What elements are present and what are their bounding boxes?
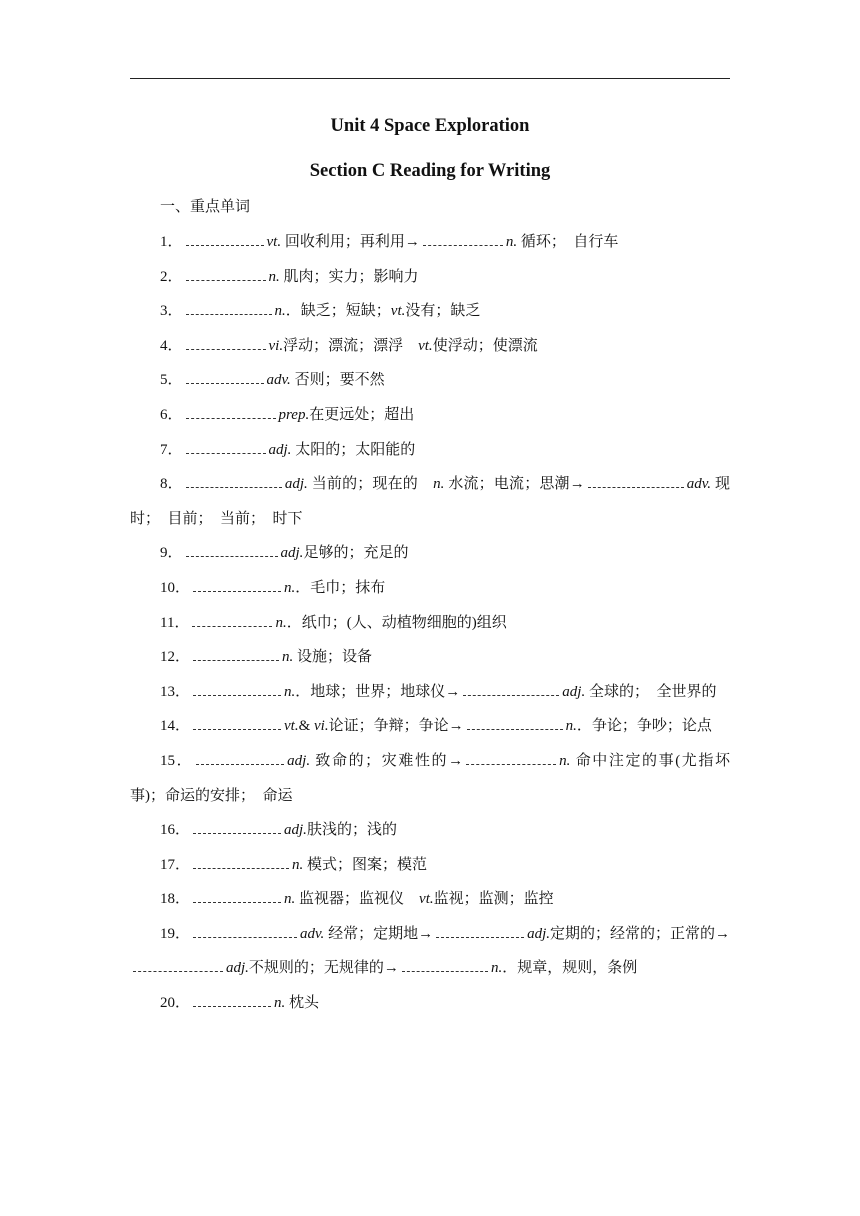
vocab-item	[130, 467, 730, 536]
answer-blank[interactable]	[186, 337, 266, 350]
answer-blank[interactable]	[193, 648, 279, 661]
definition-text: 全球的； 全世界的	[585, 683, 717, 700]
item-number: 17．	[160, 856, 191, 873]
vocab-item	[130, 363, 730, 398]
part-of-speech: adj.	[284, 476, 308, 493]
part-of-speech: vt.	[390, 303, 406, 320]
definition-text: 模式；图案；模范	[303, 856, 428, 873]
part-of-speech: adj.	[287, 752, 311, 769]
part-of-speech: n.	[565, 718, 577, 735]
part-of-speech: n.	[284, 579, 296, 596]
part-of-speech: vt.	[418, 337, 433, 354]
answer-blank[interactable]	[186, 441, 266, 454]
item-number: 20．	[160, 995, 191, 1012]
definition-text: 循环； 自行车	[517, 234, 619, 250]
part-of-speech: n.	[274, 995, 286, 1012]
vocab-item	[130, 882, 730, 917]
vocab-item	[130, 294, 730, 329]
vocab-item	[130, 848, 730, 883]
vocab-item	[130, 640, 730, 675]
answer-blank[interactable]	[193, 717, 281, 730]
answer-blank[interactable]	[186, 268, 266, 281]
item-number: 2．	[160, 268, 183, 285]
definition-text: 命中注定的事(尤指坏事)；命运的安排； 命运	[130, 752, 730, 804]
answer-blank[interactable]	[193, 925, 297, 938]
part-of-speech: adj.	[284, 822, 307, 839]
item-number: 14．	[160, 718, 191, 735]
item-number: 13．	[160, 683, 191, 700]
part-of-speech: adv.	[300, 925, 325, 942]
item-number: 15．	[160, 752, 194, 769]
item-number: 10．	[160, 579, 191, 596]
answer-blank[interactable]	[186, 406, 276, 419]
header-rule	[130, 78, 730, 79]
answer-blank[interactable]	[186, 371, 264, 384]
part-of-speech: adj.	[562, 683, 586, 700]
item-number: 6．	[160, 406, 183, 423]
vocab-item	[130, 571, 730, 606]
vocab-item	[130, 813, 730, 848]
part-of-speech: adj.	[527, 925, 550, 942]
answer-blank[interactable]	[467, 717, 563, 730]
part-of-speech: n.	[284, 683, 296, 700]
definition-text: 监视器；监视仪	[295, 891, 420, 908]
answer-blank[interactable]	[193, 821, 281, 834]
answer-blank[interactable]	[466, 752, 556, 765]
definition-text: 现时； 目前； 当前； 时下	[130, 476, 730, 527]
vocab-item	[130, 744, 730, 813]
definition-text: ．毛巾；抹布	[295, 579, 386, 596]
item-number: 3．	[160, 303, 183, 320]
vocab-item	[130, 433, 730, 468]
vocab-item	[130, 225, 730, 260]
answer-blank[interactable]	[193, 683, 281, 696]
item-number: 5．	[160, 372, 183, 389]
vocab-item	[130, 536, 730, 571]
part-of-speech: adv.	[266, 372, 291, 389]
definition-text: 否则；要不然	[290, 372, 385, 389]
definition-text: 太阳的；太阳能的	[291, 441, 416, 458]
part-of-speech: adj.	[226, 960, 249, 977]
item-number: 7．	[160, 441, 183, 458]
item-number: 12．	[160, 649, 191, 666]
part-of-speech: vt.	[266, 234, 282, 250]
vocab-item	[130, 675, 730, 710]
section-title: Section C Reading for Writing	[309, 161, 551, 181]
part-of-speech: n.	[274, 303, 286, 320]
part-of-speech: vt.	[419, 891, 434, 908]
definition-text: 使浮动；使漂流	[432, 337, 538, 354]
part-of-speech: n.	[433, 476, 445, 493]
answer-blank[interactable]	[196, 752, 284, 765]
definition-text: ．纸巾；(人、动植物细胞的)组织	[286, 614, 507, 631]
answer-blank[interactable]	[133, 959, 223, 972]
part-of-speech: n.	[490, 960, 503, 977]
answer-blank[interactable]	[193, 890, 281, 903]
part-of-speech: adv.	[686, 476, 712, 493]
definition-text: ．缺乏；短缺；	[285, 303, 391, 320]
vocab-item	[130, 917, 730, 986]
item-number: 19．	[160, 925, 191, 942]
answer-blank[interactable]	[402, 959, 488, 972]
answer-blank[interactable]	[192, 614, 272, 627]
part-of-speech: adj.	[280, 545, 304, 562]
definition-text: 设施；设备	[293, 649, 373, 666]
part-of-speech: adj.	[268, 441, 292, 458]
definition-text: 浮动；漂流；漂浮	[283, 337, 419, 354]
definition-text: 在更远处；超出	[309, 406, 415, 423]
answer-blank[interactable]	[186, 302, 272, 315]
definition-text: &	[298, 718, 315, 735]
item-number: 9．	[160, 545, 183, 562]
answer-blank[interactable]	[463, 683, 559, 696]
answer-blank[interactable]	[186, 544, 278, 557]
vocab-item	[130, 260, 730, 295]
item-number: 11．	[160, 614, 190, 631]
part-of-speech: vt.	[284, 718, 299, 735]
part-of-speech: n.	[292, 856, 304, 873]
unit-title: Unit 4 Space Exploration	[330, 116, 530, 136]
part-of-speech: n.	[275, 614, 287, 631]
vocabulary-list	[130, 225, 730, 1021]
definition-text: ．地球；世界；地球仪→	[295, 683, 461, 700]
answer-blank[interactable]	[193, 856, 289, 869]
definition-text: 足够的；充足的	[303, 545, 409, 562]
definition-text: 不规则的；无规律的→	[248, 960, 399, 977]
vocab-item	[130, 606, 730, 641]
definition-text: 水流；电流；思潮→	[444, 476, 585, 493]
definition-text: 肌肉；实力；影响力	[279, 268, 419, 285]
definition-text: 监视；监测；监控	[433, 891, 554, 908]
definition-text: 没有；缺乏	[405, 303, 481, 320]
definition-text: 肤浅的；浅的	[306, 822, 397, 839]
answer-blank[interactable]	[193, 994, 271, 1007]
definition-text: ．规章，规则，条例	[502, 960, 638, 977]
item-number: 4．	[160, 337, 183, 354]
vocab-item	[130, 709, 730, 744]
definition-text: 经常；定期地→	[324, 925, 434, 942]
part-of-speech: n.	[559, 752, 571, 769]
section-heading: 一、重点单词	[160, 197, 251, 215]
part-of-speech: n.	[505, 234, 518, 250]
vocab-item	[130, 986, 730, 1021]
part-of-speech: n.	[268, 268, 280, 285]
item-number: 1．	[160, 234, 183, 250]
definition-text: 当前的；现在的	[307, 476, 434, 493]
vocab-item	[130, 329, 730, 364]
answer-blank[interactable]	[423, 233, 503, 246]
definition-text: 论证；争辩；争论→	[328, 718, 464, 735]
answer-blank[interactable]	[186, 475, 282, 488]
part-of-speech: vi.	[314, 718, 329, 735]
part-of-speech: n.	[282, 649, 294, 666]
definition-text: 回收利用；再利用→	[281, 234, 420, 250]
item-number: 18．	[160, 891, 191, 908]
answer-blank[interactable]	[193, 579, 281, 592]
vocab-item	[130, 398, 730, 433]
answer-blank[interactable]	[588, 475, 684, 488]
item-number: 8．	[160, 476, 183, 493]
definition-text: 枕头	[285, 995, 320, 1012]
answer-blank[interactable]	[186, 233, 264, 246]
definition-text: ．争论；争吵；论点	[576, 718, 712, 735]
item-number: 16．	[160, 822, 191, 839]
answer-blank[interactable]	[436, 925, 524, 938]
part-of-speech: vi.	[268, 337, 284, 354]
definition-text: 定期的；经常的；正常的→	[550, 925, 731, 942]
part-of-speech: prep.	[278, 406, 310, 423]
part-of-speech: n.	[284, 891, 296, 908]
definition-text: 致命的；灾难性的→	[310, 752, 464, 769]
